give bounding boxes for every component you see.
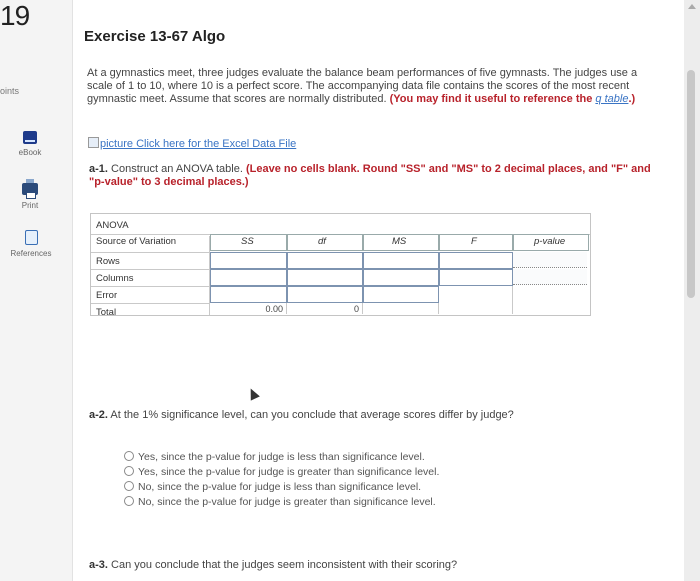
prompt-emphasis-text: (You may find it useful to reference the [389,93,596,105]
scroll-up-arrow-icon[interactable] [688,4,696,9]
header-ss: SS [241,236,254,247]
exercise-prompt [87,67,652,106]
part-a2-text: At the 1% significance level, can you conclude that average scores differ by judge? [107,409,514,421]
radio-button[interactable] [124,466,134,476]
picture-link-text: picture [100,138,137,150]
option-2-text: Yes, since the p-value for judge is greater than significance level. [138,466,440,478]
ebook-label: eBook [18,148,42,157]
columns-ss-input[interactable] [210,269,287,286]
option-3-text: No, since the p-value for judge is less than significance level. [138,481,422,493]
prompt-emphasis [390,93,636,105]
references-label: References [10,249,52,258]
part-a3-prompt [89,559,457,572]
question-number: 19 [0,0,30,31]
row-label-total: Total [96,307,117,318]
print-label: Print [21,201,39,210]
exercise-title: Exercise 13-67 Algo [84,28,226,45]
part-a1-instruction: (Leave no cells blank. Round "SS" and "MS" to 2 decimal places, and "F" and "p-value" to 3 decimal places.) [89,163,651,188]
option-3[interactable] [124,481,439,496]
part-a1-prompt [89,163,659,189]
rows-ms-input[interactable] [363,252,439,269]
ebook-icon [23,131,37,144]
part-a2-label: a-2. [89,409,108,421]
part-a1-text: Construct an ANOVA table. [107,163,246,175]
option-1[interactable] [124,451,439,466]
page-scrollbar[interactable] [684,0,700,581]
header-df: df [318,236,326,247]
error-ss-input[interactable] [210,286,287,303]
part-a1-label: a-1. [89,163,108,175]
columns-df-input[interactable] [287,269,363,286]
row-label-rows: Rows [96,256,120,267]
radio-button[interactable] [124,481,134,491]
part-a2-prompt [89,409,514,422]
rows-ss-input[interactable] [210,252,287,269]
error-ms-input[interactable] [363,286,439,303]
option-1-text: Yes, since the p-value for judge is less than significance level. [138,451,425,463]
part-a3-label: a-3. [89,559,108,571]
picture-icon [88,137,99,148]
radio-button[interactable] [124,451,134,461]
anova-table [90,213,591,316]
header-ms: MS [392,236,407,247]
mouse-cursor-icon [246,386,260,400]
radio-button[interactable] [124,496,134,506]
references-icon [25,230,38,245]
prompt-emphasis-close: .) [628,93,636,105]
header-source: Source of Variation [96,236,177,247]
q-table-link[interactable]: q table [595,93,629,105]
prompt-text: At a gymnastics meet, three judges evaluate the balance beam performances of five gymnasts. The judges use a scale of 1 to 10, where 10 is a perfect score. The accompanying data file contains the scores of the most recent gymnastic meet. Assume that scores are normally distributed. [87,67,638,105]
rows-pvalue-input[interactable] [513,252,587,268]
columns-pvalue-input[interactable] [513,269,587,285]
row-label-error: Error [96,290,118,301]
part-a3-text: Can you conclude that the judges seem inconsistent with their scoring? [107,559,458,571]
columns-f-input[interactable] [439,269,513,286]
option-4[interactable] [124,496,439,511]
total-df-value: 0 [353,304,359,314]
ebook-button[interactable] [0,131,60,157]
excel-data-link[interactable] [88,137,296,150]
columns-ms-input[interactable] [363,269,439,286]
scrollbar-thumb[interactable] [687,70,695,298]
rows-df-input[interactable] [287,252,363,269]
row-label-columns: Columns [96,273,134,284]
part-a2-options [124,451,439,511]
points-label: oints [0,86,20,96]
question-sidebar [0,0,73,581]
print-icon [22,183,38,195]
print-button[interactable] [0,183,60,210]
header-pvalue: p-value [534,236,566,247]
option-4-text: No, since the p-value for judge is greater than significance level. [138,496,436,508]
header-f: F [471,236,477,247]
excel-link-text: Click here for the Excel Data File [136,138,297,150]
total-ss-value: 0.00 [265,304,283,314]
references-button[interactable] [2,230,60,258]
rows-f-input[interactable] [439,252,513,269]
error-df-input[interactable] [287,286,363,303]
option-2[interactable] [124,466,439,481]
anova-caption: ANOVA [96,220,129,231]
